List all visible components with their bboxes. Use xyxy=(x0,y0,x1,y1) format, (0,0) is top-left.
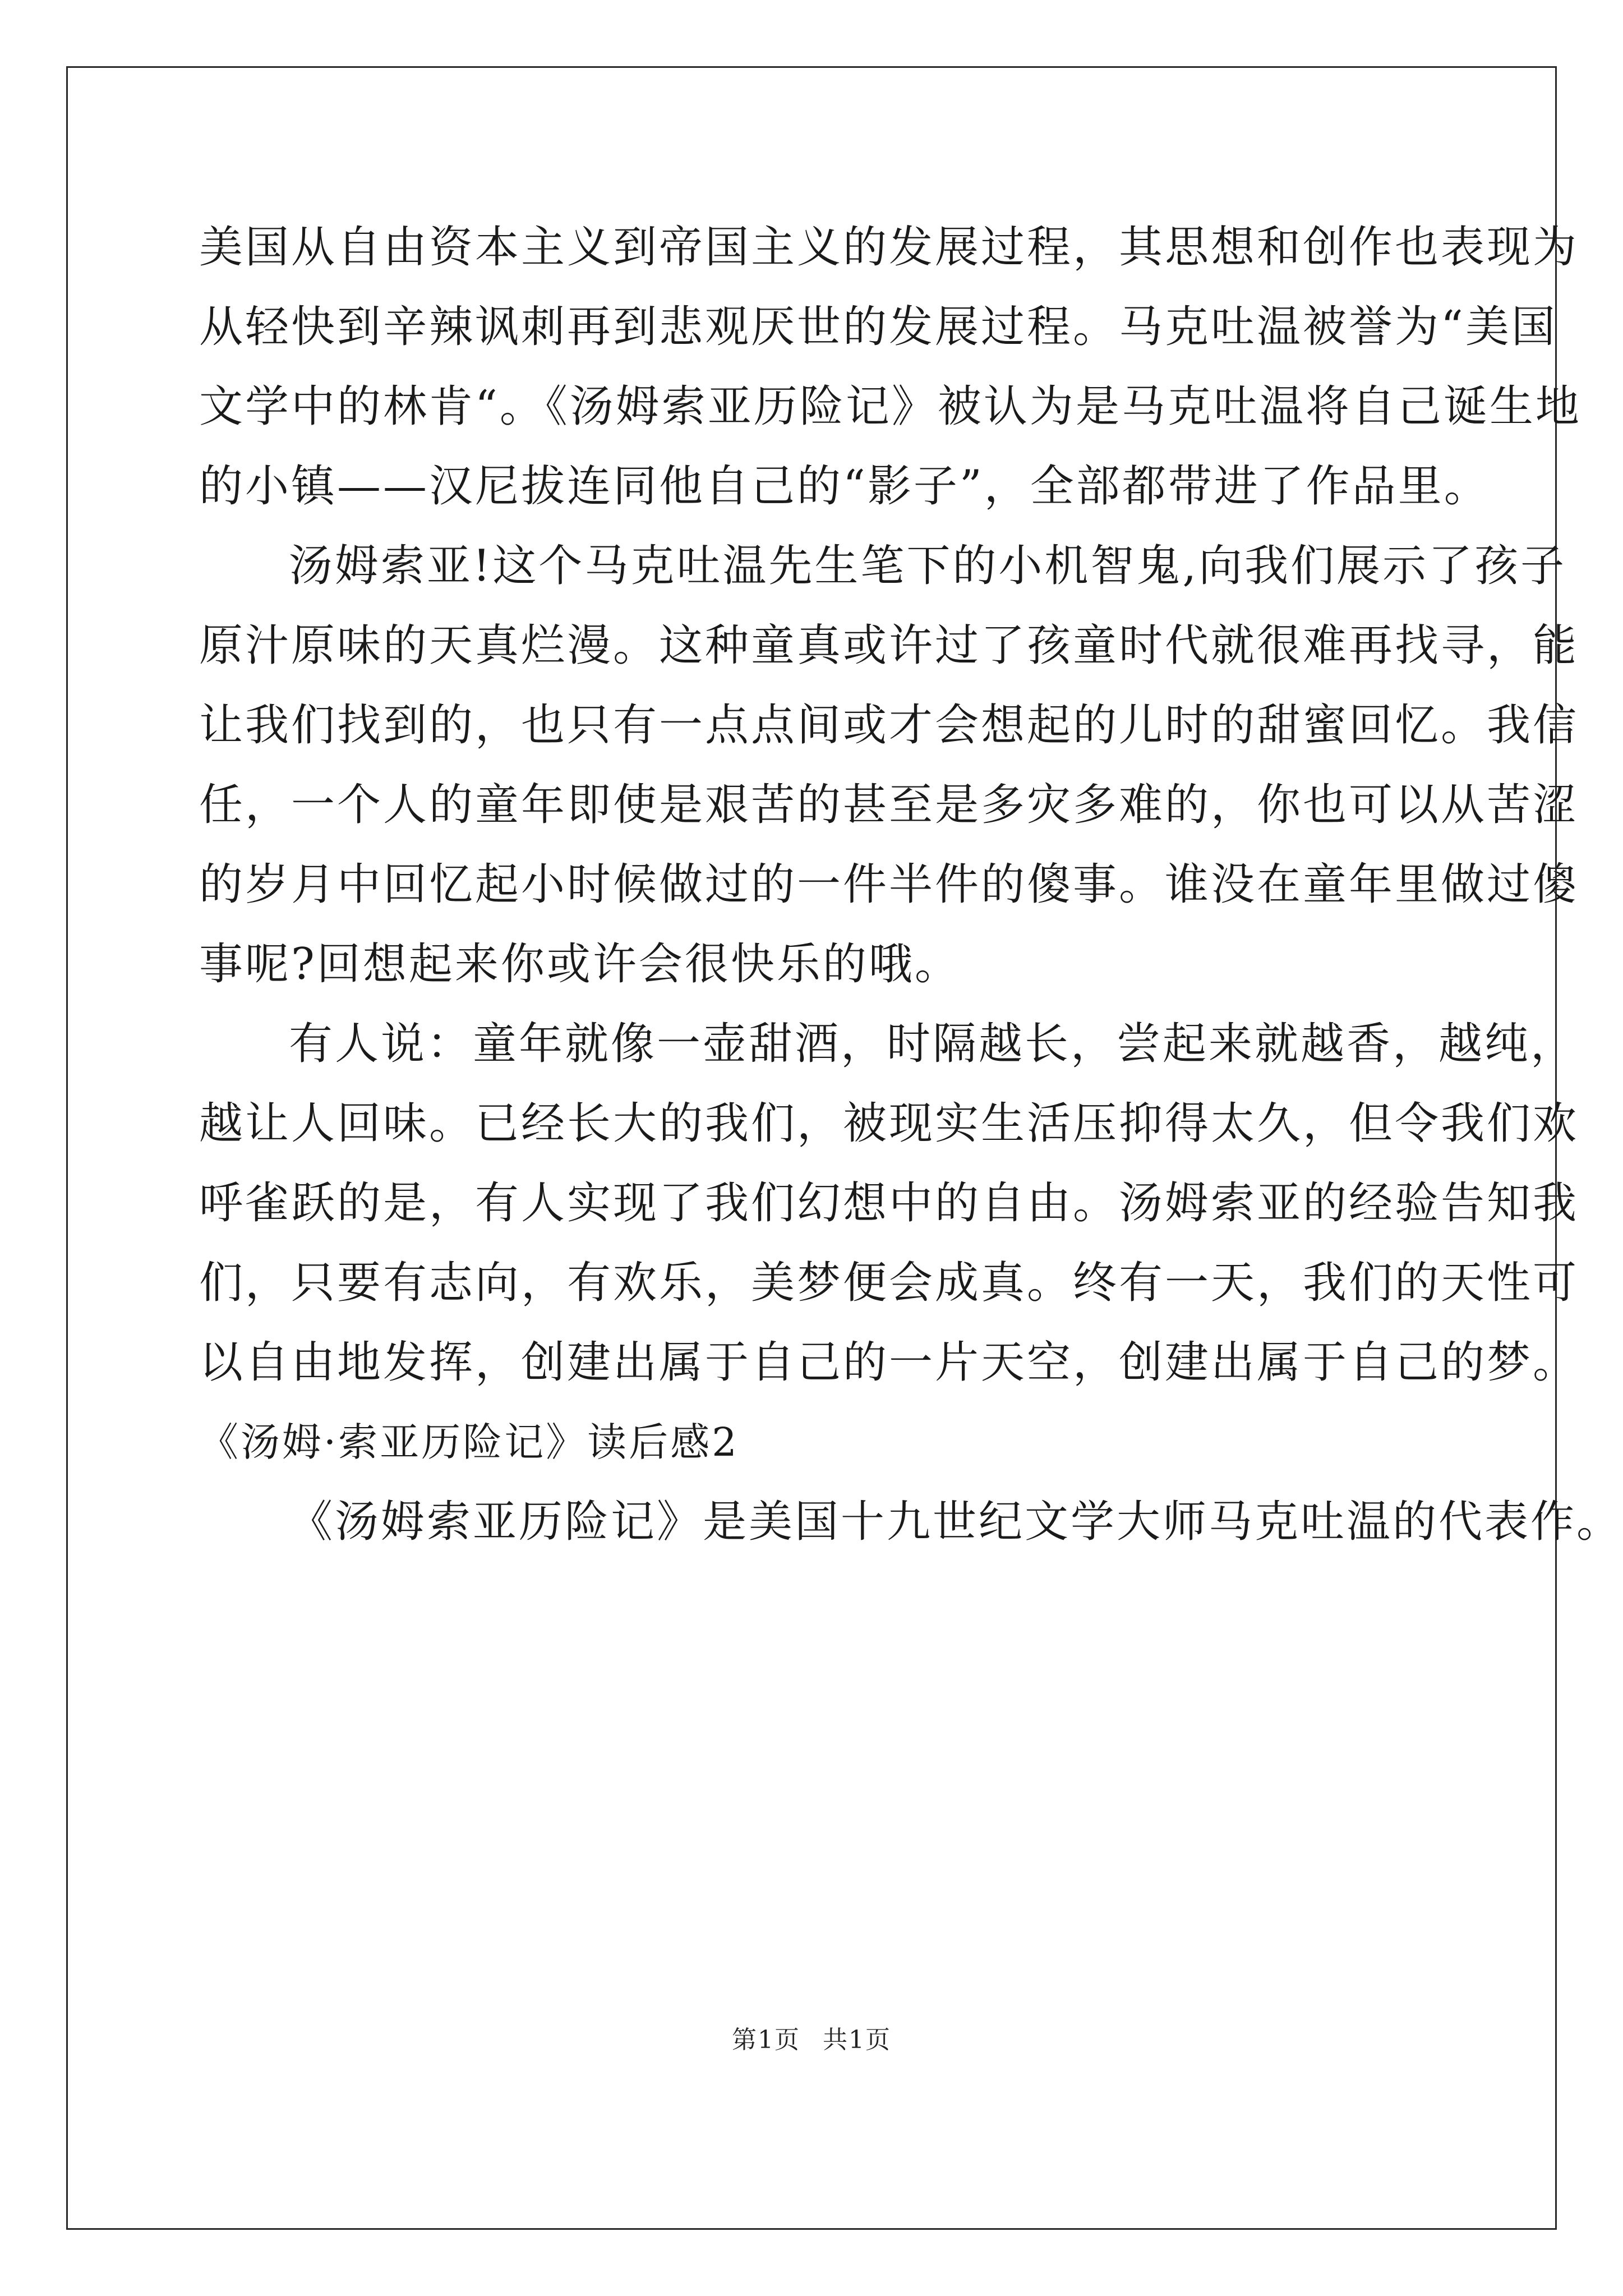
text-line: 有人说：童年就像一壶甜酒，时隔越长，尝起来就越香，越纯， xyxy=(289,1019,1577,1069)
text-line: 汤姆索亚!这个马克吐温先生笔下的小机智鬼,向我们展示了孩子 xyxy=(289,541,1567,591)
text-line: 文学中的林肯“。《汤姆索亚历险记》被认为是马克吐温将自己诞生地 xyxy=(199,381,1581,432)
section-heading: 《汤姆·索亚历险记》读后感2 xyxy=(199,1419,739,1465)
text-line: 越让人回味。已经长大的我们，被现实生活压抑得太久，但令我们欢 xyxy=(199,1098,1579,1149)
text-line: 让我们找到的，也只有一点点间或才会想起的儿时的甜蜜回忆。我信 xyxy=(199,700,1579,751)
paragraph-4 xyxy=(199,1482,1623,1562)
text-line: 任，一个人的童年即使是艰苦的甚至是多灾多难的，你也可以从苦涩 xyxy=(199,780,1579,830)
paragraph-1 xyxy=(199,208,1581,526)
text-line: 事呢?回想起来你或许会很快乐的哦。 xyxy=(199,939,961,990)
text-line: 以自由地发挥，创建出属于自己的一片天空，创建出属于自己的梦。 xyxy=(199,1337,1579,1388)
text-line: 《汤姆索亚历险记》是美国十九世纪文学大师马克吐温的代表作。 xyxy=(289,1497,1623,1547)
paragraph-2 xyxy=(199,526,1579,1004)
page-number: 第1页 xyxy=(732,2026,800,2054)
text-line: 的岁月中回忆起小时候做过的一件半件的傻事。谁没在童年里做过傻 xyxy=(199,859,1579,910)
page-footer xyxy=(0,2019,1623,2055)
document-body xyxy=(199,208,1623,1562)
text-line: 的小镇——汉尼拔连同他自己的“影子”，全部都带进了作品里。 xyxy=(199,461,1490,512)
text-line: 美国从自由资本主义到帝国主义的发展过程，其思想和创作也表现为 xyxy=(199,222,1579,273)
page-total: 共1页 xyxy=(823,2026,891,2054)
text-line: 原汁原味的天真烂漫。这种童真或许过了孩童时代就很难再找寻，能 xyxy=(199,620,1579,671)
text-line: 呼雀跃的是，有人实现了我们幻想中的自由。汤姆索亚的经验告知我 xyxy=(199,1178,1579,1228)
text-line: 们，只要有志向，有欢乐，美梦便会成真。终有一天，我们的天性可 xyxy=(199,1258,1579,1308)
text-line: 从轻快到辛辣讽刺再到悲观厌世的发展过程。马克吐温被誉为“美国 xyxy=(199,302,1557,352)
paragraph-3 xyxy=(199,1004,1579,1402)
